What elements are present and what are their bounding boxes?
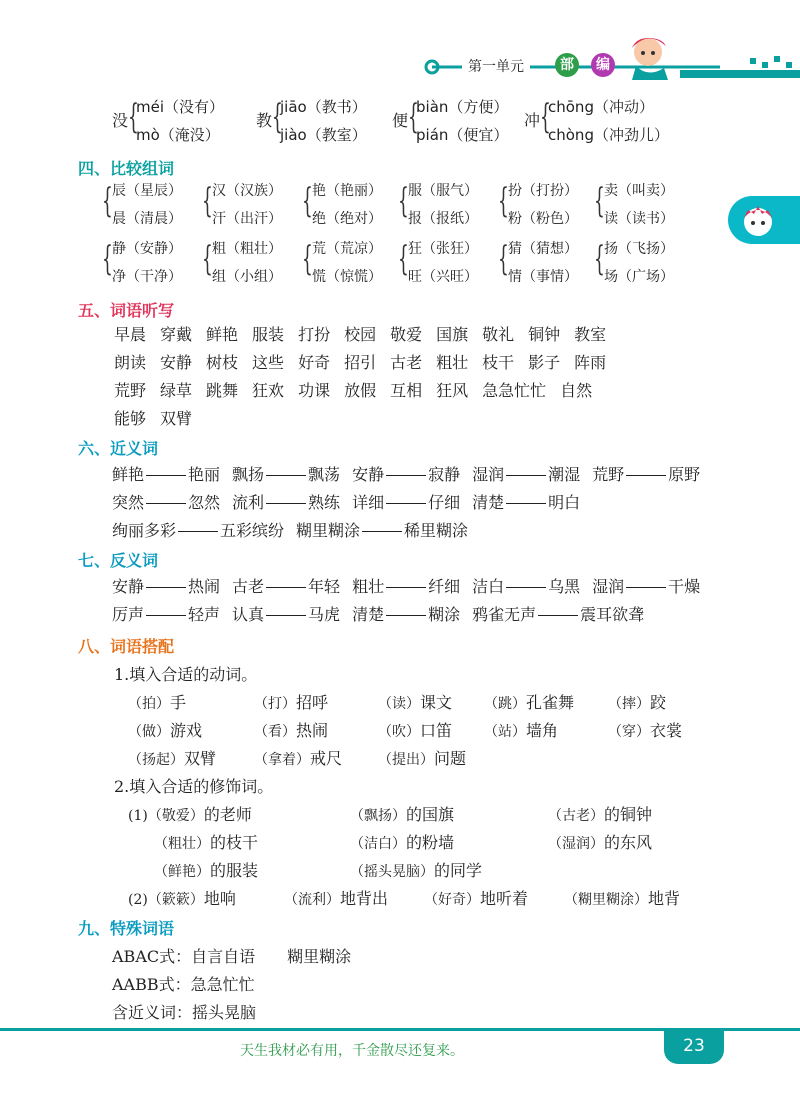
fill-word: 热闹 bbox=[296, 721, 329, 740]
dictation-word: 服装 bbox=[252, 325, 285, 344]
dictation-word: 铜钟 bbox=[528, 325, 561, 344]
fill-item bbox=[254, 690, 328, 713]
dictation-word: 国旗 bbox=[436, 325, 469, 344]
dictation-word: 朗读 bbox=[114, 353, 147, 372]
cartoon-girl-icon bbox=[622, 30, 682, 82]
fill-item bbox=[548, 802, 652, 825]
dictation-word: 树枝 bbox=[206, 353, 239, 372]
poly-char-2: 教 bbox=[256, 111, 273, 130]
fill-answer: （飘扬） bbox=[350, 808, 406, 824]
word-pair bbox=[472, 605, 644, 624]
brace: { bbox=[540, 97, 551, 137]
word: 古老 bbox=[232, 577, 265, 596]
side-tab bbox=[728, 196, 800, 244]
compare-word: 报（报纸） bbox=[408, 211, 478, 227]
dictation-line bbox=[114, 378, 606, 401]
dash-line bbox=[266, 503, 306, 504]
fill-word: 的老师 bbox=[203, 805, 252, 824]
dash-line bbox=[626, 587, 666, 588]
dictation-word: 互相 bbox=[390, 381, 423, 400]
word: 粗壮 bbox=[352, 577, 385, 596]
word-pair bbox=[232, 577, 340, 596]
dash-line bbox=[266, 615, 306, 616]
compare-word: 艳（艳丽） bbox=[312, 183, 382, 199]
fill-item bbox=[254, 746, 342, 769]
compare-word: 绝（绝对） bbox=[312, 211, 382, 227]
fill-answer: （鲜艳） bbox=[154, 864, 210, 880]
dash-line bbox=[362, 531, 402, 532]
word: 湿润 bbox=[592, 577, 625, 596]
compare-word: 辰（星辰） bbox=[112, 183, 182, 199]
poly-reading: biàn（方便） bbox=[416, 98, 509, 116]
word-pair bbox=[592, 465, 700, 484]
dash-line bbox=[538, 615, 578, 616]
word: 乌黑 bbox=[548, 577, 581, 596]
fill-answer: （看） bbox=[254, 724, 296, 740]
dash-line bbox=[506, 503, 546, 504]
fill-answer: （扬起） bbox=[128, 752, 184, 768]
page-number: 23 bbox=[664, 1028, 724, 1064]
word: 稀里糊涂 bbox=[404, 521, 469, 540]
compare-word: 慌（惊慌） bbox=[312, 269, 382, 285]
section-title: 四、比较组词 bbox=[78, 159, 175, 178]
compare-word: 读（读书） bbox=[604, 211, 674, 227]
fill-answer: （做） bbox=[128, 724, 170, 740]
fill-item bbox=[608, 690, 666, 713]
fill-answer: （好奇） bbox=[424, 892, 480, 908]
compare-word: 粉（粉色） bbox=[508, 211, 578, 227]
brace: { bbox=[498, 239, 509, 279]
brace: { bbox=[498, 181, 509, 221]
fill-item bbox=[128, 886, 236, 909]
word-pair bbox=[112, 521, 284, 540]
fill-answer: （读） bbox=[378, 696, 420, 712]
dictation-word: 好奇 bbox=[298, 353, 331, 372]
word: 突然 bbox=[112, 493, 145, 512]
compare-word: 净（干净） bbox=[112, 269, 182, 285]
dictation-word: 鲜艳 bbox=[206, 325, 239, 344]
word: 清楚 bbox=[472, 493, 505, 512]
word: 轻声 bbox=[188, 605, 221, 624]
fill-word: 孔雀舞 bbox=[526, 693, 575, 712]
compare-word: 扮（打扮） bbox=[508, 183, 578, 199]
fill-word: 手 bbox=[170, 693, 187, 712]
fill-item bbox=[484, 718, 558, 741]
cartoon-face-icon bbox=[738, 200, 778, 240]
word-pair bbox=[472, 493, 580, 512]
fill-word: 地背 bbox=[648, 889, 681, 908]
dictation-word: 急急忙忙 bbox=[482, 381, 547, 400]
badge-bu: 部 bbox=[555, 53, 579, 77]
fill-word: 课文 bbox=[420, 693, 453, 712]
fill-word: 地背出 bbox=[340, 889, 389, 908]
word: 熟练 bbox=[308, 493, 341, 512]
poly-char-3: 便 bbox=[392, 111, 409, 130]
word-pair bbox=[112, 605, 220, 624]
dash-line bbox=[506, 587, 546, 588]
word-pair-line bbox=[112, 574, 712, 597]
fill-item bbox=[284, 886, 388, 909]
fill-answer: （吹） bbox=[378, 724, 420, 740]
fill-answer: （流利） bbox=[284, 892, 340, 908]
dictation-word: 放假 bbox=[344, 381, 377, 400]
compare-word: 晨（清晨） bbox=[112, 211, 182, 227]
fill-item bbox=[350, 830, 454, 853]
dash-line bbox=[506, 475, 546, 476]
dictation-line bbox=[114, 350, 620, 373]
section-title: 九、特殊词语 bbox=[78, 919, 175, 938]
word-pair-line bbox=[112, 462, 712, 485]
dictation-line bbox=[114, 322, 620, 345]
dictation-word: 跳舞 bbox=[206, 381, 239, 400]
fill-item bbox=[424, 886, 528, 909]
dictation-word: 影子 bbox=[528, 353, 561, 372]
fill-word: 跤 bbox=[650, 693, 667, 712]
fill-answer: （糊里糊涂） bbox=[564, 892, 648, 908]
dictation-word: 双臂 bbox=[160, 409, 193, 428]
fill-answer: (2)（簌簌） bbox=[128, 892, 204, 908]
word: 明白 bbox=[548, 493, 581, 512]
word-pair bbox=[112, 577, 220, 596]
compare-word: 场（广场） bbox=[604, 269, 674, 285]
word: 五彩缤纷 bbox=[220, 521, 285, 540]
word: 详细 bbox=[352, 493, 385, 512]
compare-word: 组（小组） bbox=[212, 269, 282, 285]
brace: { bbox=[102, 239, 113, 279]
fill-word: 的服装 bbox=[210, 861, 259, 880]
fill-word: 双臂 bbox=[184, 749, 217, 768]
compare-word: 狂（张狂） bbox=[408, 241, 478, 257]
poly-reading: jiāo（教书） bbox=[280, 98, 367, 116]
fill-item bbox=[378, 718, 452, 741]
compare-word: 卖（叫卖） bbox=[604, 183, 674, 199]
word-pair bbox=[592, 577, 700, 596]
dictation-word: 这些 bbox=[252, 353, 285, 372]
compare-word: 情（事情） bbox=[508, 269, 578, 285]
dictation-word: 安静 bbox=[160, 353, 193, 372]
dictation-word: 打扮 bbox=[298, 325, 331, 344]
fill-word: 地听着 bbox=[480, 889, 529, 908]
fill-item bbox=[128, 802, 252, 825]
word-pair bbox=[112, 493, 220, 512]
word: 飘扬 bbox=[232, 465, 265, 484]
poly-char-1: 没 bbox=[112, 111, 129, 130]
fill-answer: （跳） bbox=[484, 696, 526, 712]
dash-line bbox=[146, 615, 186, 616]
word: 飘荡 bbox=[308, 465, 341, 484]
dictation-word: 穿戴 bbox=[160, 325, 193, 344]
dash-line bbox=[266, 587, 306, 588]
fill-item bbox=[608, 718, 682, 741]
dictation-word: 绿草 bbox=[160, 381, 193, 400]
word-pair bbox=[352, 493, 460, 512]
word: 湿润 bbox=[472, 465, 505, 484]
brace: { bbox=[302, 239, 313, 279]
fill-item bbox=[378, 690, 452, 713]
unit-label: 第一单元 bbox=[462, 56, 530, 76]
word-pair bbox=[112, 465, 220, 484]
dash-line bbox=[386, 475, 426, 476]
fill-item bbox=[254, 718, 328, 741]
word-pair bbox=[352, 605, 460, 624]
dash-line bbox=[386, 587, 426, 588]
word: 艳丽 bbox=[188, 465, 221, 484]
brace: { bbox=[202, 181, 213, 221]
word: 糊涂 bbox=[428, 605, 461, 624]
brace: { bbox=[202, 239, 213, 279]
fill-answer: （湿润） bbox=[548, 836, 604, 852]
fill-word: 地响 bbox=[203, 889, 236, 908]
brace: { bbox=[128, 97, 139, 137]
brace: { bbox=[594, 239, 605, 279]
fill-answer: （提出） bbox=[378, 752, 434, 768]
word: 寂静 bbox=[428, 465, 461, 484]
fill-item bbox=[350, 802, 454, 825]
word: 认真 bbox=[232, 605, 265, 624]
word-pair bbox=[296, 521, 468, 540]
word: 清楚 bbox=[352, 605, 385, 624]
dash-line bbox=[146, 475, 186, 476]
fill-word: 问题 bbox=[434, 749, 467, 768]
brace: { bbox=[272, 97, 283, 137]
word-pair bbox=[472, 577, 580, 596]
dictation-word: 自然 bbox=[560, 381, 593, 400]
poly-reading: chōng（冲动） bbox=[548, 98, 654, 116]
dictation-word: 古老 bbox=[390, 353, 423, 372]
fill-word: 墙角 bbox=[526, 721, 559, 740]
word: 纤细 bbox=[428, 577, 461, 596]
word: 绚丽多彩 bbox=[112, 521, 177, 540]
compare-word: 汉（汉族） bbox=[212, 183, 282, 199]
poly-char-4: 冲 bbox=[524, 111, 541, 130]
word: 仔细 bbox=[428, 493, 461, 512]
dictation-word: 狂风 bbox=[436, 381, 469, 400]
compare-word: 静（安静） bbox=[112, 241, 182, 257]
word-pair bbox=[232, 493, 340, 512]
poly-reading: jiào（教室） bbox=[280, 126, 367, 144]
word-pair-line bbox=[112, 602, 656, 625]
fill-item bbox=[484, 690, 574, 713]
fill-item bbox=[378, 746, 466, 769]
word: 干燥 bbox=[668, 577, 701, 596]
fill-item bbox=[128, 718, 202, 741]
word: 鲜艳 bbox=[112, 465, 145, 484]
compare-word: 粗（粗壮） bbox=[212, 241, 282, 257]
brace: { bbox=[302, 181, 313, 221]
dictation-word: 阵雨 bbox=[574, 353, 607, 372]
fill-item bbox=[154, 830, 258, 853]
fill-answer: （古老） bbox=[548, 808, 604, 824]
brace: { bbox=[408, 97, 419, 137]
dash-line bbox=[146, 587, 186, 588]
dash-line bbox=[146, 503, 186, 504]
dictation-word: 早晨 bbox=[114, 325, 147, 344]
fill-item bbox=[548, 830, 652, 853]
fill-answer: （站） bbox=[484, 724, 526, 740]
fill-answer: （洁白） bbox=[350, 836, 406, 852]
dictation-word: 狂欢 bbox=[252, 381, 285, 400]
fill-answer: (1)（敬爱） bbox=[128, 808, 204, 824]
dictation-word: 敬爱 bbox=[390, 325, 423, 344]
compare-word: 猜（猜想） bbox=[508, 241, 578, 257]
fill-word: 的枝干 bbox=[210, 833, 259, 852]
word: 马虎 bbox=[308, 605, 341, 624]
fill-word: 的东风 bbox=[604, 833, 653, 852]
word: 洁白 bbox=[472, 577, 505, 596]
compare-word: 服（服气） bbox=[408, 183, 478, 199]
word: 忽然 bbox=[188, 493, 221, 512]
dictation-word: 校园 bbox=[344, 325, 377, 344]
dictation-line bbox=[114, 406, 206, 429]
brace: { bbox=[398, 239, 409, 279]
poly-reading: méi（没有） bbox=[136, 98, 225, 116]
footer-motto: 天生我材必有用，千金散尽还复来。 bbox=[240, 1043, 464, 1059]
word: 震耳欲聋 bbox=[580, 605, 645, 624]
poly-reading: mò（淹没） bbox=[136, 126, 220, 144]
dictation-word: 枝干 bbox=[482, 353, 515, 372]
fill-word: 的粉墙 bbox=[406, 833, 455, 852]
word: 安静 bbox=[352, 465, 385, 484]
special-line: AABB式：急急忙忙 bbox=[112, 975, 255, 994]
fill-item bbox=[154, 858, 258, 881]
fill-answer: （摔） bbox=[608, 696, 650, 712]
fill-item bbox=[350, 858, 482, 881]
word-pair-line bbox=[112, 490, 592, 513]
badge-bian: 编 bbox=[591, 53, 615, 77]
word: 流利 bbox=[232, 493, 265, 512]
fill-word: 戒尺 bbox=[310, 749, 343, 768]
word: 荒野 bbox=[592, 465, 625, 484]
fill-answer: （摇头晃脑） bbox=[350, 864, 434, 880]
fill-word: 的国旗 bbox=[406, 805, 455, 824]
dictation-word: 能够 bbox=[114, 409, 147, 428]
fill-item bbox=[128, 746, 216, 769]
compare-word: 荒（荒凉） bbox=[312, 241, 382, 257]
fill-word: 的同学 bbox=[434, 861, 483, 880]
fill-answer: （打） bbox=[254, 696, 296, 712]
sub-title: 1.填入合适的动词。 bbox=[114, 665, 258, 684]
fill-word: 口笛 bbox=[420, 721, 453, 740]
word-pair bbox=[352, 577, 460, 596]
compare-word: 汗（出汗） bbox=[212, 211, 282, 227]
dictation-word: 粗壮 bbox=[436, 353, 469, 372]
compare-word: 旺（兴旺） bbox=[408, 269, 478, 285]
special-line: 含近义词：摇头晃脑 bbox=[112, 1003, 257, 1022]
fill-item bbox=[128, 690, 186, 713]
dictation-word: 教室 bbox=[574, 325, 607, 344]
word: 糊里糊涂 bbox=[296, 521, 361, 540]
brace: { bbox=[594, 181, 605, 221]
fill-word: 招呼 bbox=[296, 693, 329, 712]
word-pair bbox=[232, 605, 340, 624]
dictation-word: 功课 bbox=[298, 381, 331, 400]
word: 热闹 bbox=[188, 577, 221, 596]
fill-answer: （拿着） bbox=[254, 752, 310, 768]
fill-answer: （粗壮） bbox=[154, 836, 210, 852]
section-title: 七、反义词 bbox=[78, 551, 159, 570]
word: 安静 bbox=[112, 577, 145, 596]
word: 鸦雀无声 bbox=[472, 605, 537, 624]
fill-word: 的铜钟 bbox=[604, 805, 653, 824]
special-line: ABAC式：自言自语 糊里糊涂 bbox=[112, 947, 352, 966]
word: 原野 bbox=[668, 465, 701, 484]
dictation-word: 荒野 bbox=[114, 381, 147, 400]
word-pair-line bbox=[112, 518, 480, 541]
word: 厉声 bbox=[112, 605, 145, 624]
fill-answer: （拍） bbox=[128, 696, 170, 712]
fill-word: 衣裳 bbox=[650, 721, 683, 740]
dash-line bbox=[266, 475, 306, 476]
dash-line bbox=[178, 531, 218, 532]
word: 年轻 bbox=[308, 577, 341, 596]
brace: { bbox=[102, 181, 113, 221]
dash-line bbox=[386, 615, 426, 616]
sub-title: 2.填入合适的修饰词。 bbox=[114, 777, 274, 796]
poly-reading: chòng（冲劲儿） bbox=[548, 126, 669, 144]
dictation-word: 招引 bbox=[344, 353, 377, 372]
brace: { bbox=[398, 181, 409, 221]
compare-word: 扬（飞扬） bbox=[604, 241, 674, 257]
fill-word: 游戏 bbox=[170, 721, 203, 740]
word-pair bbox=[352, 465, 460, 484]
word: 潮湿 bbox=[548, 465, 581, 484]
poly-reading: pián（便宜） bbox=[416, 126, 509, 144]
fill-answer: （穿） bbox=[608, 724, 650, 740]
word-pair bbox=[232, 465, 340, 484]
dash-line bbox=[386, 503, 426, 504]
section-title: 五、词语听写 bbox=[78, 301, 175, 320]
section-title: 八、词语搭配 bbox=[78, 637, 175, 656]
dictation-word: 敬礼 bbox=[482, 325, 515, 344]
section-title: 六、近义词 bbox=[78, 439, 159, 458]
dash-line bbox=[626, 475, 666, 476]
word-pair bbox=[472, 465, 580, 484]
fill-item bbox=[564, 886, 680, 909]
